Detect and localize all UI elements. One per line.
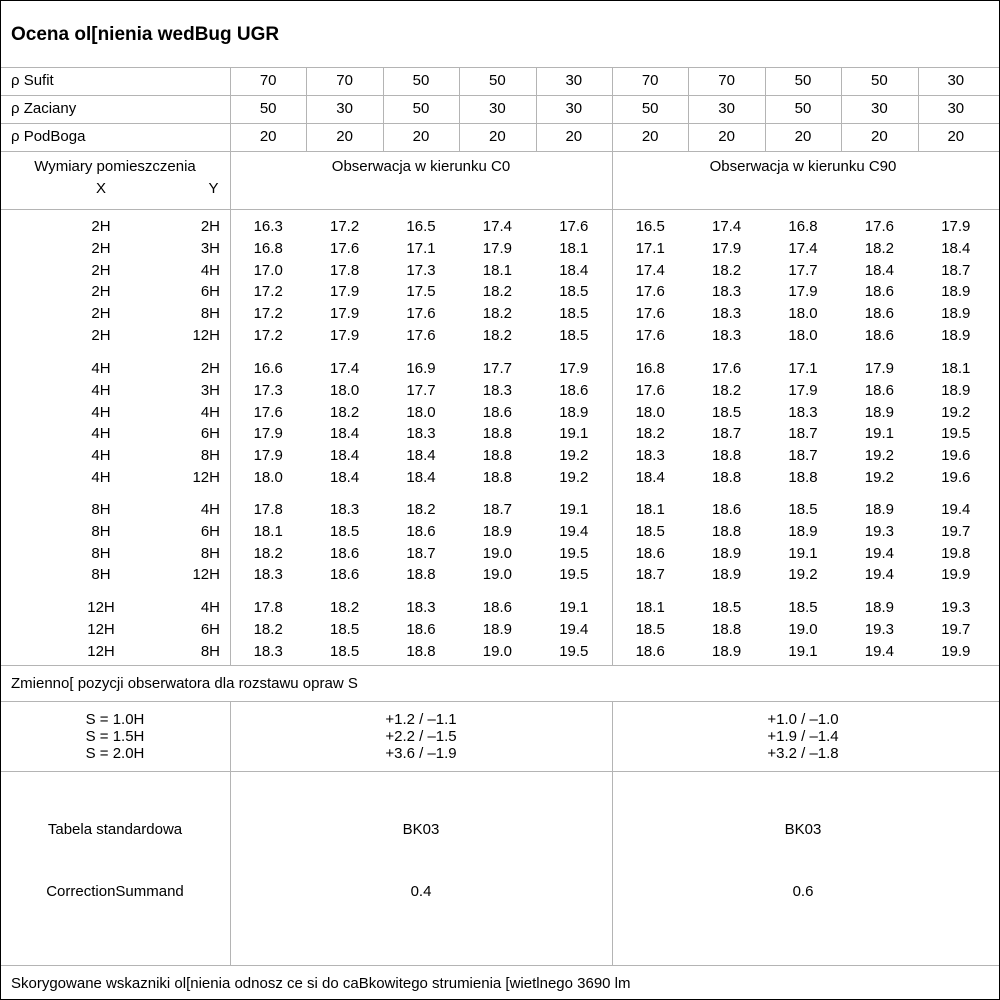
standard-table-c0: BK03 xyxy=(402,821,440,838)
ugr-value: 18.4 xyxy=(635,469,665,486)
ugr-value: 18.1 xyxy=(941,360,971,377)
ugr-value: 17.1 xyxy=(788,360,818,377)
ugr-value: 18.9 xyxy=(941,381,971,399)
reflectance-value: 50 xyxy=(259,100,277,117)
ugr-value: 19.2 xyxy=(559,447,589,465)
room-y-value: 12H xyxy=(192,469,220,486)
ugr-value: 17.2 xyxy=(253,327,283,344)
room-y-value: 8H xyxy=(200,305,220,323)
ugr-value: 18.2 xyxy=(482,305,512,323)
reflectance-value: 20 xyxy=(412,128,430,145)
ugr-value: 17.7 xyxy=(788,261,818,279)
ugr-value: 18.4 xyxy=(406,469,436,486)
ugr-value: 17.7 xyxy=(406,381,436,399)
ugr-value: 16.8 xyxy=(788,218,818,235)
footer-note: Skorygowane wskazniki ol[nienia odnosz ce si do caBkowitego strumienia [wietlnego 3690 lm xyxy=(11,975,631,992)
ugr-value: 18.1 xyxy=(635,501,665,518)
ugr-value: 16.5 xyxy=(406,218,436,235)
ugr-value: 18.6 xyxy=(864,283,894,301)
ugr-value: 18.1 xyxy=(559,239,589,257)
row-divider xyxy=(1,151,999,152)
ugr-value: 18.3 xyxy=(253,566,283,584)
ugr-value: 17.6 xyxy=(711,360,742,377)
ugr-value: 19.3 xyxy=(941,599,971,616)
ugr-value: 18.3 xyxy=(788,403,818,421)
ugr-value: 18.9 xyxy=(941,283,971,301)
ugr-value: 17.9 xyxy=(711,239,742,257)
ugr-value: 17.6 xyxy=(635,381,665,399)
ugr-value: 16.8 xyxy=(253,239,283,257)
ugr-value: 17.9 xyxy=(329,305,360,323)
ugr-value: 17.9 xyxy=(482,239,512,257)
reflectance-value: 70 xyxy=(336,72,353,89)
ugr-value: 17.4 xyxy=(711,218,742,235)
ugr-value: 17.4 xyxy=(635,261,665,279)
correction-label: CorrectionSummand xyxy=(46,883,184,900)
ugr-value: 18.2 xyxy=(329,599,360,616)
reflectance-label: ρ Zaciany xyxy=(11,100,77,117)
ugr-value: 19.1 xyxy=(559,425,589,443)
ugr-value: 18.9 xyxy=(711,544,742,562)
ugr-value: 18.2 xyxy=(406,501,436,518)
ugr-value: 18.2 xyxy=(635,425,665,443)
room-y-value: 8H xyxy=(200,447,220,465)
ugr-value: 18.2 xyxy=(711,261,742,279)
ugr-value: 19.4 xyxy=(864,544,894,562)
ugr-value: 19.2 xyxy=(864,447,894,465)
reflectance-value: 20 xyxy=(641,128,659,145)
reflectance-value: 50 xyxy=(412,72,430,89)
ugr-value: 18.6 xyxy=(329,544,360,562)
reflectance-value: 30 xyxy=(871,100,888,117)
ugr-value: 17.2 xyxy=(253,283,283,301)
reflectance-value: 70 xyxy=(641,72,659,89)
spacing-c0-value: +3.6 / –1.9 xyxy=(385,745,457,762)
ugr-value: 18.0 xyxy=(406,403,436,421)
ugr-value: 18.3 xyxy=(482,381,512,399)
room-y-value: 2H xyxy=(200,218,220,235)
ugr-value: 17.9 xyxy=(329,283,360,301)
ugr-value: 19.2 xyxy=(941,403,971,421)
room-x-value: 12H xyxy=(87,620,115,638)
ugr-value: 19.6 xyxy=(941,447,971,465)
ugr-value: 18.9 xyxy=(788,522,818,540)
standard-table-label: Tabela standardowa xyxy=(47,821,183,838)
room-y-value: 6H xyxy=(200,283,220,301)
ugr-value: 17.8 xyxy=(253,501,283,518)
ugr-value: 19.5 xyxy=(559,566,589,584)
ugr-value: 17.4 xyxy=(482,218,512,235)
ugr-value: 18.8 xyxy=(711,522,742,540)
ugr-value: 18.6 xyxy=(559,381,589,399)
room-y-value: 8H xyxy=(200,642,220,660)
reflectance-value: 20 xyxy=(718,128,735,145)
row-divider xyxy=(1,771,999,772)
room-y-value: 4H xyxy=(200,403,220,421)
reflectance-value: 30 xyxy=(947,100,965,117)
room-y-value: 4H xyxy=(200,261,220,279)
ugr-value: 18.3 xyxy=(406,599,436,616)
spacing-label: S = 1.5H xyxy=(85,728,145,745)
ugr-value: 18.1 xyxy=(253,522,283,540)
spacing-label: S = 2.0H xyxy=(85,745,145,762)
ugr-value: 19.3 xyxy=(864,620,894,638)
room-x-value: 4H xyxy=(91,447,111,465)
ugr-value: 18.3 xyxy=(253,642,283,660)
ugr-value: 17.6 xyxy=(635,305,665,323)
ugr-value: 17.0 xyxy=(253,261,283,279)
ugr-value: 18.6 xyxy=(864,381,894,399)
ugr-value: 18.0 xyxy=(329,381,360,399)
ugr-value: 18.0 xyxy=(253,469,283,486)
ugr-value: 19.9 xyxy=(941,642,971,660)
reflectance-value: 30 xyxy=(565,72,583,89)
room-x-value: 8H xyxy=(91,566,111,584)
room-x-value: 8H xyxy=(91,522,111,540)
ugr-value: 18.5 xyxy=(329,620,360,638)
correction-c0: 0.4 xyxy=(410,883,432,900)
ugr-value: 16.6 xyxy=(253,360,283,377)
correction-c90: 0.6 xyxy=(792,883,814,900)
ugr-value: 18.2 xyxy=(329,403,360,421)
ugr-value: 18.2 xyxy=(253,620,283,638)
ugr-value: 18.4 xyxy=(559,261,589,279)
room-y-value: 12H xyxy=(192,327,220,344)
ugr-value: 18.9 xyxy=(482,620,512,638)
room-x-value: 4H xyxy=(91,403,111,421)
room-x-value: 12H xyxy=(87,599,115,616)
standard-table-c90: BK03 xyxy=(784,821,822,838)
ugr-value: 18.5 xyxy=(329,522,360,540)
ugr-value: 18.3 xyxy=(711,305,742,323)
reflectance-value: 30 xyxy=(565,100,583,117)
ugr-value: 18.6 xyxy=(864,305,894,323)
room-x-value: 2H xyxy=(91,261,111,279)
reflectance-value: 20 xyxy=(565,128,583,145)
room-x-value: 2H xyxy=(91,305,111,323)
ugr-value: 17.8 xyxy=(253,599,283,616)
ugr-value: 18.8 xyxy=(711,620,742,638)
ugr-value: 18.6 xyxy=(864,327,894,344)
ugr-value: 19.0 xyxy=(482,642,512,660)
ugr-value: 17.7 xyxy=(482,360,512,377)
ugr-value: 17.1 xyxy=(406,239,436,257)
reflectance-value: 30 xyxy=(336,100,353,117)
room-y-value: 12H xyxy=(192,566,220,584)
ugr-value: 18.7 xyxy=(941,261,971,279)
ugr-value: 17.6 xyxy=(253,403,283,421)
ugr-value: 18.0 xyxy=(635,403,665,421)
ugr-value: 18.5 xyxy=(711,403,742,421)
spacing-c0-value: +2.2 / –1.5 xyxy=(385,728,457,745)
reflectance-value: 50 xyxy=(412,100,430,117)
room-y-value: 4H xyxy=(200,599,220,616)
ugr-value: 18.8 xyxy=(711,469,742,486)
ugr-value: 17.9 xyxy=(253,447,283,465)
ugr-value: 18.4 xyxy=(406,447,436,465)
ugr-value: 18.9 xyxy=(864,599,894,616)
ugr-value: 18.5 xyxy=(635,522,665,540)
room-y-value: 2H xyxy=(200,360,220,377)
reflectance-value: 70 xyxy=(259,72,277,89)
reflectance-value: 50 xyxy=(794,100,812,117)
ugr-value: 19.3 xyxy=(864,522,894,540)
ugr-value: 19.1 xyxy=(788,544,818,562)
ugr-value: 18.5 xyxy=(559,283,589,301)
ugr-value: 17.6 xyxy=(864,218,894,235)
ugr-value: 18.6 xyxy=(406,522,436,540)
ugr-value: 18.6 xyxy=(406,620,436,638)
spacing-c90-value: +1.9 / –1.4 xyxy=(767,728,839,745)
ugr-value: 19.2 xyxy=(559,469,589,486)
ugr-value: 18.9 xyxy=(711,642,742,660)
ugr-value: 19.1 xyxy=(559,599,589,616)
ugr-value: 19.7 xyxy=(941,522,971,540)
reflectance-label: ρ PodBoga xyxy=(11,128,86,145)
ugr-value: 18.3 xyxy=(711,327,742,344)
ugr-value: 18.5 xyxy=(788,599,818,616)
ugr-value: 18.9 xyxy=(864,403,894,421)
ugr-value: 18.5 xyxy=(559,327,589,344)
spacing-c90-value: +1.0 / –1.0 xyxy=(767,711,839,728)
row-divider xyxy=(1,123,999,124)
ugr-value: 19.5 xyxy=(559,544,589,562)
reflectance-value: 20 xyxy=(947,128,965,145)
ugr-value: 18.6 xyxy=(635,642,665,660)
ugr-value: 19.2 xyxy=(864,469,894,486)
ugr-value: 18.9 xyxy=(482,522,512,540)
ugr-value: 18.7 xyxy=(635,566,665,584)
ugr-value: 18.6 xyxy=(482,403,512,421)
ugr-value: 18.2 xyxy=(253,544,283,562)
ugr-value: 17.9 xyxy=(941,218,971,235)
ugr-value: 18.4 xyxy=(329,425,360,443)
ugr-value: 18.0 xyxy=(788,327,818,344)
row-divider xyxy=(1,67,999,68)
reflectance-label: ρ Sufit xyxy=(11,72,54,89)
ugr-value: 19.5 xyxy=(559,642,589,660)
ugr-value: 17.9 xyxy=(253,425,283,443)
ugr-value: 17.1 xyxy=(635,239,665,257)
reflectance-value: 20 xyxy=(489,128,506,145)
ugr-value: 18.6 xyxy=(482,599,512,616)
ugr-value: 19.0 xyxy=(788,620,818,638)
ugr-value: 18.9 xyxy=(559,403,589,421)
room-dimensions-label: Wymiary pomieszczenia xyxy=(34,158,196,175)
room-y-value: 6H xyxy=(200,522,220,540)
reflectance-value: 20 xyxy=(336,128,353,145)
ugr-value: 18.4 xyxy=(329,447,360,465)
ugr-value: 18.8 xyxy=(788,469,818,486)
room-y-label: Y xyxy=(208,180,219,197)
ugr-value: 17.8 xyxy=(329,261,360,279)
spacing-label: S = 1.0H xyxy=(85,711,145,728)
ugr-value: 18.6 xyxy=(635,544,665,562)
ugr-value: 17.9 xyxy=(559,360,589,377)
ugr-value: 17.6 xyxy=(635,327,665,344)
ugr-value: 18.5 xyxy=(559,305,589,323)
ugr-value: 19.4 xyxy=(559,620,589,638)
ugr-value: 18.8 xyxy=(482,469,512,486)
reflectance-value: 20 xyxy=(871,128,888,145)
room-x-value: 4H xyxy=(91,381,111,399)
spacing-c0-value: +1.2 / –1.1 xyxy=(385,711,457,728)
ugr-value: 18.3 xyxy=(635,447,665,465)
ugr-value: 19.8 xyxy=(941,544,971,562)
ugr-value: 18.9 xyxy=(941,305,971,323)
ugr-value: 19.0 xyxy=(482,566,512,584)
room-y-value: 6H xyxy=(200,425,220,443)
ugr-value: 18.8 xyxy=(482,447,512,465)
ugr-value: 19.7 xyxy=(941,620,971,638)
room-y-value: 3H xyxy=(200,239,220,257)
ugr-value: 18.8 xyxy=(406,642,436,660)
room-x-value: 2H xyxy=(91,218,111,235)
ugr-value: 18.8 xyxy=(482,425,512,443)
direction-c0-header: Obserwacja w kierunku C0 xyxy=(331,158,511,175)
ugr-value: 19.4 xyxy=(941,501,971,518)
ugr-value: 18.7 xyxy=(482,501,512,518)
ugr-value: 16.9 xyxy=(406,360,436,377)
room-y-value: 6H xyxy=(200,620,220,638)
ugr-value: 17.3 xyxy=(406,261,436,279)
row-divider xyxy=(1,95,999,96)
direction-c90-header: Obserwacja w kierunku C90 xyxy=(709,158,897,175)
ugr-value: 17.6 xyxy=(406,327,436,344)
ugr-value: 18.6 xyxy=(329,566,360,584)
room-x-value: 4H xyxy=(91,425,111,443)
ugr-value: 17.9 xyxy=(788,283,818,301)
spacing-c90-value: +3.2 / –1.8 xyxy=(767,745,839,762)
variation-title: Zmienno[ pozycji obserwatora dla rozstawu opraw S xyxy=(11,675,358,692)
ugr-value: 19.2 xyxy=(788,566,818,584)
room-y-value: 8H xyxy=(200,544,220,562)
ugr-value: 17.6 xyxy=(559,218,589,235)
ugr-value: 18.5 xyxy=(635,620,665,638)
room-x-value: 12H xyxy=(87,642,115,660)
ugr-value: 18.7 xyxy=(711,425,742,443)
ugr-value: 19.1 xyxy=(788,642,818,660)
ugr-value: 17.4 xyxy=(329,360,360,377)
ugr-value: 19.4 xyxy=(864,566,894,584)
row-divider xyxy=(1,965,999,966)
room-x-value: 8H xyxy=(91,544,111,562)
row-divider xyxy=(1,701,999,702)
ugr-value: 19.4 xyxy=(864,642,894,660)
reflectance-value: 50 xyxy=(641,100,659,117)
ugr-value: 17.6 xyxy=(635,283,665,301)
row-divider xyxy=(1,209,999,210)
ugr-value: 18.7 xyxy=(788,425,818,443)
ugr-value: 18.7 xyxy=(788,447,818,465)
room-y-value: 3H xyxy=(200,381,220,399)
reflectance-value: 50 xyxy=(794,72,812,89)
page-title: Ocena ol[nienia wedBug UGR xyxy=(11,24,280,45)
ugr-value: 18.4 xyxy=(329,469,360,486)
ugr-value: 18.8 xyxy=(711,447,742,465)
reflectance-value: 20 xyxy=(794,128,812,145)
room-x-value: 2H xyxy=(91,327,111,344)
ugr-value: 19.6 xyxy=(941,469,971,486)
reflectance-value: 30 xyxy=(489,100,506,117)
ugr-value: 16.8 xyxy=(635,360,665,377)
room-x-label: X xyxy=(95,180,106,197)
ugr-value: 17.4 xyxy=(788,239,818,257)
reflectance-value: 20 xyxy=(259,128,277,145)
reflectance-value: 30 xyxy=(718,100,735,117)
ugr-value: 18.2 xyxy=(864,239,894,257)
ugr-value: 18.4 xyxy=(864,261,894,279)
room-x-value: 2H xyxy=(91,239,111,257)
ugr-value: 16.5 xyxy=(635,218,665,235)
ugr-value: 18.7 xyxy=(406,544,436,562)
ugr-value: 19.0 xyxy=(482,544,512,562)
ugr-value: 19.1 xyxy=(864,425,894,443)
ugr-value: 18.1 xyxy=(482,261,512,279)
reflectance-value: 50 xyxy=(871,72,888,89)
reflectance-value: 30 xyxy=(947,72,965,89)
room-x-value: 4H xyxy=(91,360,111,377)
ugr-value: 18.2 xyxy=(482,327,512,344)
ugr-value: 17.9 xyxy=(788,381,818,399)
ugr-value: 17.6 xyxy=(406,305,436,323)
ugr-value: 17.2 xyxy=(253,305,283,323)
room-x-value: 2H xyxy=(91,283,111,301)
ugr-value: 17.5 xyxy=(406,283,436,301)
ugr-value: 18.3 xyxy=(329,501,360,518)
ugr-value: 18.3 xyxy=(711,283,742,301)
ugr-value: 19.5 xyxy=(941,425,971,443)
ugr-value: 17.3 xyxy=(253,381,283,399)
ugr-value: 19.1 xyxy=(559,501,589,518)
room-x-value: 4H xyxy=(91,469,111,486)
ugr-value: 18.3 xyxy=(406,425,436,443)
ugr-value: 17.9 xyxy=(864,360,894,377)
reflectance-value: 70 xyxy=(718,72,735,89)
ugr-value: 18.0 xyxy=(788,305,818,323)
room-y-value: 4H xyxy=(200,501,220,518)
row-divider xyxy=(1,665,999,666)
ugr-value: 18.1 xyxy=(635,599,665,616)
reflectance-value: 50 xyxy=(489,72,506,89)
ugr-value: 17.9 xyxy=(329,327,360,344)
ugr-value: 17.2 xyxy=(329,218,360,235)
ugr-value: 18.5 xyxy=(711,599,742,616)
ugr-value: 18.8 xyxy=(406,566,436,584)
ugr-value: 18.5 xyxy=(788,501,818,518)
ugr-value: 18.5 xyxy=(329,642,360,660)
ugr-value: 18.6 xyxy=(711,501,742,518)
ugr-value: 19.4 xyxy=(559,522,589,540)
ugr-value: 18.2 xyxy=(482,283,512,301)
ugr-value: 19.9 xyxy=(941,566,971,584)
ugr-value: 18.9 xyxy=(864,501,894,518)
ugr-value: 16.3 xyxy=(253,218,283,235)
ugr-value: 18.4 xyxy=(941,239,971,257)
room-x-value: 8H xyxy=(91,501,111,518)
ugr-value: 18.2 xyxy=(711,381,742,399)
ugr-value: 18.9 xyxy=(941,327,971,344)
ugr-value: 18.9 xyxy=(711,566,742,584)
ugr-value: 17.6 xyxy=(329,239,360,257)
